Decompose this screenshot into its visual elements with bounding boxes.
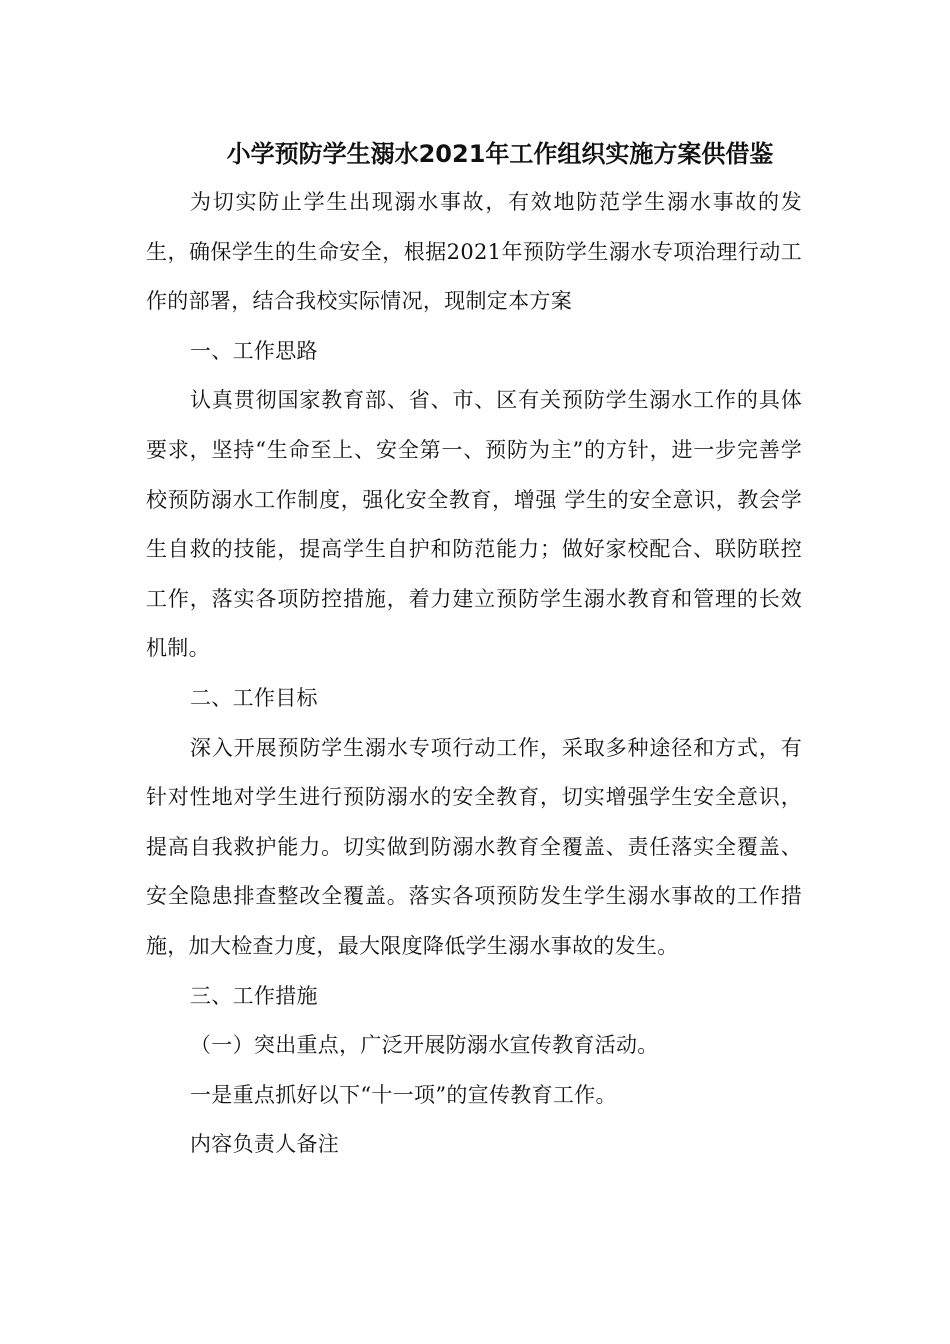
subsection-item-1: 一是重点抓好以下“十一项”的宣传教育工作。 [190, 1082, 617, 1107]
section-paragraph-1: 认真贯彻国家教育部、省、市、区有关预防学生溺水工作的具体要求，坚持“生命至上、安全第一、预防为主”的方针，进一步完善学校预防溺水工作制度，强化安全教育，增强 学生的安全意识，教会学生自救的技能，提高学生自护和防范能力；做好家校配合、联防联控工作，落实各项防控措施，着力建立预防学生溺水教育和管理的长效机制。 [146, 388, 802, 661]
intro-paragraph: 为切实防止学生出现溺水事故，有效地防范学生溺水事故的发生，确保学生的生命安全，根据2021年预防学生溺水专项治理行动工作的部署，结合我校实际情况，现制定本方案 [146, 190, 802, 314]
section-heading-1: 一、工作思路 [190, 338, 318, 363]
table-header-text: 内容负责人备注 [190, 1132, 340, 1157]
subsection-heading-1: （一）突出重点，广泛开展防溺水宣传教育活动。 [190, 1033, 659, 1058]
section-paragraph-2: 深入开展预防学生溺水专项行动工作，采取多种途径和方式，有针对性地对学生进行预防溺水的安全教育，切实增强学生安全意识，提高自我救护能力。切实做到防溺水教育全覆盖、责任落实全覆盖、安全隐患排查整改全覆盖。落实各项预防发生学生溺水事故的工作措施，加大检查力度，最大限度降低学生溺水事故的发生。 [146, 735, 802, 958]
section-heading-3: 三、工作措施 [190, 983, 318, 1008]
document-body [146, 178, 802, 1170]
document-title: 小学预防学生溺水2021年工作组织实施方案供借鉴 [226, 140, 774, 168]
section-heading-2: 二、工作目标 [190, 685, 318, 710]
